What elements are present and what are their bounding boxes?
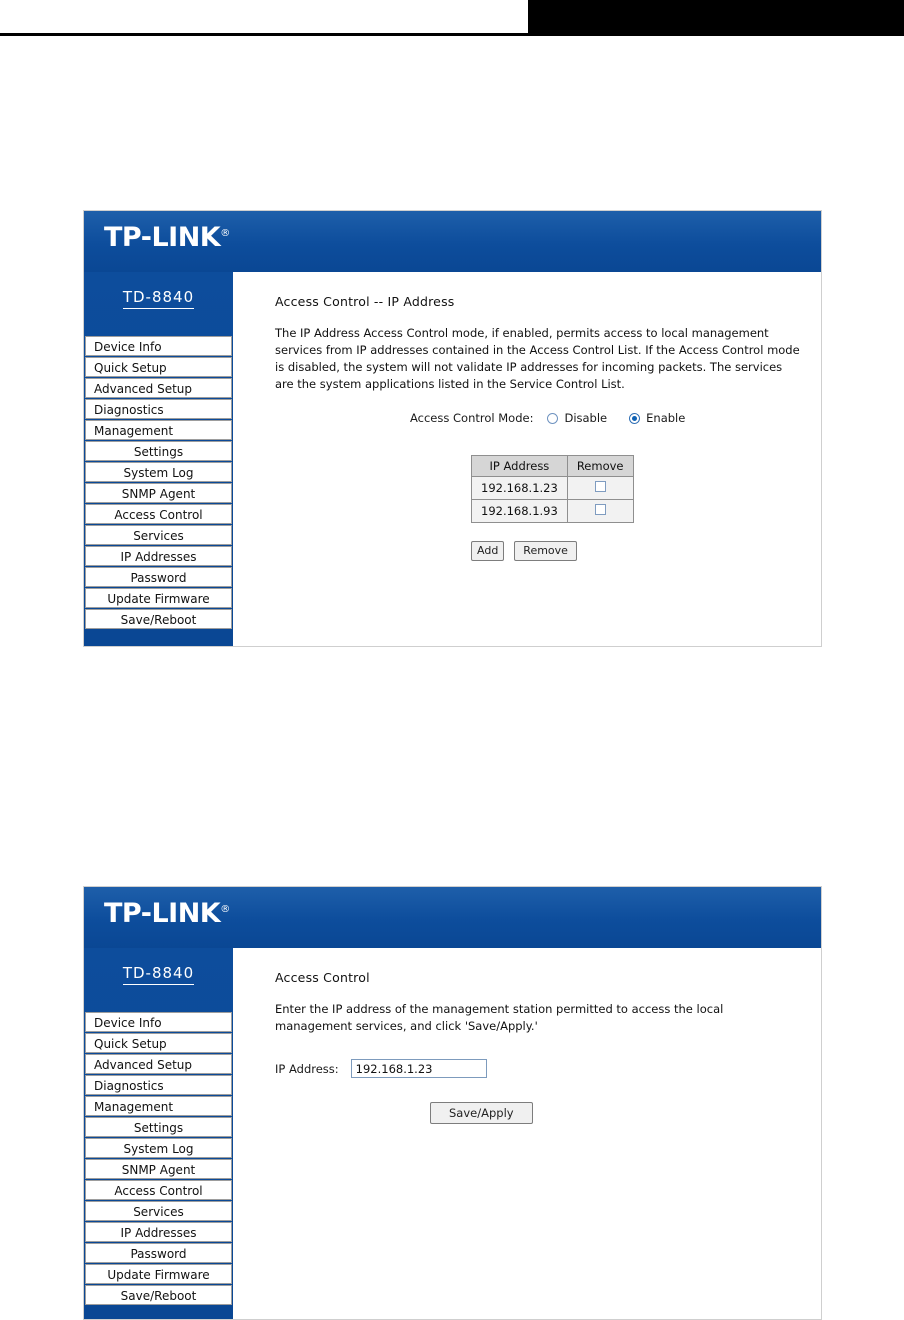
sidebar-menu <box>84 1012 233 1306</box>
remove-checkbox[interactable] <box>595 504 606 515</box>
table-row <box>472 477 634 500</box>
header-rule <box>0 33 904 36</box>
sidebar-item-advanced-setup[interactable]: Advanced Setup <box>85 1054 232 1074</box>
sidebar-item-settings[interactable]: Settings <box>85 1117 232 1137</box>
sidebar <box>84 272 233 646</box>
sidebar-item-quick-setup[interactable]: Quick Setup <box>85 357 232 377</box>
table-header-row <box>472 456 634 477</box>
radio-disable-label: Disable <box>564 411 608 425</box>
sidebar-item-access-control[interactable]: Access Control <box>85 1180 232 1200</box>
model-name-label: TD-8840 <box>123 288 194 309</box>
sidebar-item-ip-addresses[interactable]: IP Addresses <box>85 546 232 566</box>
cell-remove <box>567 500 633 523</box>
page-header <box>0 0 904 36</box>
column-header-ip-address: IP Address <box>472 456 568 477</box>
ip-address-field-row <box>275 1059 803 1078</box>
sidebar-item-snmp-agent[interactable]: SNMP Agent <box>85 483 232 503</box>
radio-enable-label: Enable <box>646 411 686 425</box>
sidebar-item-ip-addresses[interactable]: IP Addresses <box>85 1222 232 1242</box>
model-name <box>84 964 233 982</box>
ip-address-label: IP Address: <box>275 1061 339 1076</box>
add-button[interactable]: Add <box>471 541 504 561</box>
sidebar-item-save-reboot[interactable]: Save/Reboot <box>85 1285 232 1305</box>
header-black-block <box>528 0 904 33</box>
radio-option-disable[interactable] <box>547 411 607 425</box>
sidebar-item-diagnostics[interactable]: Diagnostics <box>85 1075 232 1095</box>
sidebar-item-password[interactable]: Password <box>85 1243 232 1263</box>
registered-mark: ® <box>220 904 230 915</box>
content-area <box>233 272 821 646</box>
brand-name: TP-LINK <box>104 222 221 253</box>
sidebar-item-management[interactable]: Management <box>85 420 232 440</box>
save-apply-row <box>430 1102 803 1124</box>
sidebar-item-services[interactable]: Services <box>85 525 232 545</box>
registered-mark: ® <box>220 228 230 239</box>
tp-link-logo <box>104 898 230 929</box>
table-row <box>472 500 634 523</box>
router-ui-panel-access-control-add <box>83 886 822 1320</box>
remove-button[interactable]: Remove <box>514 541 577 561</box>
cell-ip-address: 192.168.1.93 <box>472 500 568 523</box>
page-title: Access Control <box>275 970 370 985</box>
sidebar-item-access-control[interactable]: Access Control <box>85 504 232 524</box>
sidebar-item-update-firmware[interactable]: Update Firmware <box>85 588 232 608</box>
sidebar-item-diagnostics[interactable]: Diagnostics <box>85 399 232 419</box>
radio-disable-icon[interactable] <box>547 413 558 424</box>
save-apply-button[interactable]: Save/Apply <box>430 1102 533 1124</box>
content-area <box>233 948 821 1319</box>
model-name-label: TD-8840 <box>123 964 194 985</box>
access-control-mode-row <box>410 411 803 425</box>
sidebar-item-quick-setup[interactable]: Quick Setup <box>85 1033 232 1053</box>
sidebar-item-system-log[interactable]: System Log <box>85 1138 232 1158</box>
page-description: The IP Address Access Control mode, if enabled, permits access to local management services from IP addresses contained in the Access Control List. If the Access Control mode is disabled, the system will not validate IP addresses for incoming packets. The services are the system applications listed in the Service Control List. <box>275 326 800 391</box>
sidebar-item-services[interactable]: Services <box>85 1201 232 1221</box>
sidebar-item-save-reboot[interactable]: Save/Reboot <box>85 609 232 629</box>
page-title: Access Control -- IP Address <box>275 294 455 309</box>
sidebar-menu <box>84 336 233 630</box>
column-header-remove: Remove <box>567 456 633 477</box>
sidebar-item-device-info[interactable]: Device Info <box>85 1012 232 1032</box>
router-ui-panel-access-control-ip-address <box>83 210 822 647</box>
table-action-buttons <box>471 541 803 561</box>
ip-address-table <box>471 455 634 523</box>
sidebar-item-system-log[interactable]: System Log <box>85 462 232 482</box>
model-name <box>84 288 233 306</box>
sidebar-item-password[interactable]: Password <box>85 567 232 587</box>
brand-bar <box>84 887 821 948</box>
ip-address-input[interactable] <box>351 1059 487 1078</box>
sidebar <box>84 948 233 1319</box>
cell-ip-address: 192.168.1.23 <box>472 477 568 500</box>
brand-bar <box>84 211 821 272</box>
radio-option-enable[interactable] <box>629 411 685 425</box>
page-description: Enter the IP address of the management station permitted to access the local management services, and click 'Save/Apply.' <box>275 1002 724 1033</box>
sidebar-item-settings[interactable]: Settings <box>85 441 232 461</box>
sidebar-item-advanced-setup[interactable]: Advanced Setup <box>85 378 232 398</box>
remove-checkbox[interactable] <box>595 481 606 492</box>
access-control-mode-label: Access Control Mode: <box>410 411 534 425</box>
radio-enable-icon[interactable] <box>629 413 640 424</box>
cell-remove <box>567 477 633 500</box>
brand-name: TP-LINK <box>104 898 221 929</box>
sidebar-item-update-firmware[interactable]: Update Firmware <box>85 1264 232 1284</box>
sidebar-item-snmp-agent[interactable]: SNMP Agent <box>85 1159 232 1179</box>
sidebar-item-management[interactable]: Management <box>85 1096 232 1116</box>
tp-link-logo <box>104 222 230 253</box>
sidebar-item-device-info[interactable]: Device Info <box>85 336 232 356</box>
